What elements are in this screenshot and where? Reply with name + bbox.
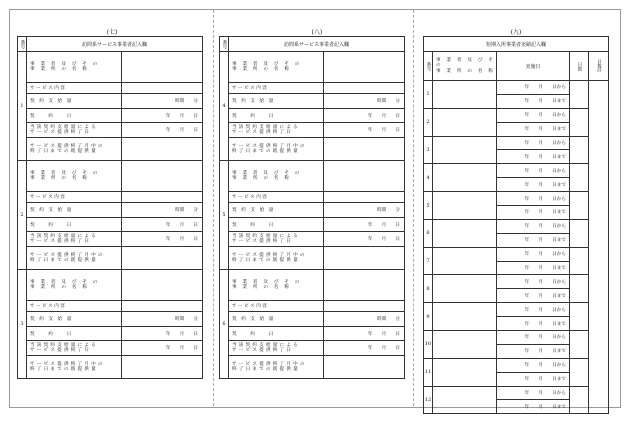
row-value-contract-date[interactable]: 年 月 日 <box>122 109 203 123</box>
table-row <box>18 232 203 247</box>
bango-header: 番号 <box>18 37 27 52</box>
provider-cell[interactable] <box>433 192 497 220</box>
date-cell[interactable]: 年 月 日から <box>497 358 570 372</box>
row-label-used-amount: サービス提供終了月中の 終了日までの既提供量 <box>229 247 324 270</box>
row-label-end-date: 当該契約支給量による サービス提供終了日 <box>27 232 122 247</box>
row-label-contract-date: 契 約 日 <box>229 218 324 232</box>
row-value-contract-date[interactable]: 年 月 日 <box>324 327 405 341</box>
table-row <box>18 109 203 123</box>
table-row <box>220 341 405 356</box>
row-number: 1 <box>424 81 433 109</box>
row-value-used-amount[interactable] <box>122 138 203 161</box>
days-cell[interactable] <box>570 386 589 414</box>
table-row <box>18 247 203 270</box>
row-value-end-date[interactable]: 年 月 日 <box>122 341 203 356</box>
provider-cell[interactable] <box>433 136 497 164</box>
row-label-used-amount: サービス提供終了月中の 終了日までの既提供量 <box>27 247 122 270</box>
row-label-contract-amount: 契 約 支 給 量 <box>229 312 324 327</box>
table-row <box>18 52 203 83</box>
row-value-provider-name[interactable] <box>122 52 203 83</box>
row-value-end-date[interactable]: 年 月 日 <box>122 123 203 138</box>
total-cell[interactable] <box>589 81 609 414</box>
table-row <box>18 270 203 301</box>
table-row <box>220 123 405 138</box>
table-row <box>220 218 405 232</box>
row-value-provider-name[interactable] <box>122 161 203 192</box>
row-label-service-content: サ ー ビ ス 内 容 <box>27 192 122 203</box>
row-label-used-amount: サービス提供終了月中の 終了日までの既提供量 <box>27 356 122 379</box>
row-label-provider-name: 事 業 者 及 び そ の 事 業 所 の 名 称 <box>27 161 122 192</box>
days-cell[interactable] <box>570 81 589 109</box>
table-row <box>220 203 405 218</box>
table-row <box>220 83 405 94</box>
row-number: 8 <box>424 275 433 303</box>
row-value-provider-name[interactable] <box>324 270 405 301</box>
date-cell[interactable]: 年 月 日から <box>497 81 570 95</box>
row-label-contract-date: 契 約 日 <box>27 218 122 232</box>
table-row <box>18 123 203 138</box>
date-cell[interactable]: 年 月 日から <box>497 303 570 317</box>
row-value-contract-date[interactable]: 年 月 日 <box>122 327 203 341</box>
row-value-provider-name[interactable] <box>324 52 405 83</box>
row-label-end-date: 当該契約支給量による サービス提供終了日 <box>229 123 324 138</box>
block-number: 1 <box>18 52 27 161</box>
row-number: 2 <box>424 108 433 136</box>
row-label-provider-name: 事 業 者 及 び そ の 事 業 所 の 名 称 <box>27 52 122 83</box>
days-cell[interactable] <box>570 136 589 164</box>
provider-cell[interactable] <box>433 219 497 247</box>
table-row <box>424 192 609 206</box>
days-cell[interactable] <box>570 247 589 275</box>
table-row <box>424 108 609 122</box>
date-cell[interactable]: 年 月 日から <box>497 386 570 400</box>
section-title: 訪問系サービス事業者記入欄 <box>27 37 203 52</box>
bango-header: 番号 <box>424 52 433 81</box>
table-row <box>18 341 203 356</box>
days-cell[interactable] <box>570 192 589 220</box>
table-row <box>424 164 609 178</box>
date-cell[interactable]: 年 月 日から <box>497 108 570 122</box>
date-cell[interactable]: 年 月 日から <box>497 192 570 206</box>
days-cell[interactable] <box>570 108 589 136</box>
row-number: 3 <box>424 136 433 164</box>
date-cell[interactable]: 年 月 日まで <box>497 178 570 192</box>
row-value-end-date[interactable]: 年 月 日 <box>122 232 203 247</box>
date-cell[interactable]: 年 月 日まで <box>497 289 570 303</box>
row-value-contract-date[interactable]: 年 月 日 <box>324 109 405 123</box>
row-value-end-date[interactable]: 年 月 日 <box>324 232 405 247</box>
row-value-used-amount[interactable] <box>324 138 405 161</box>
row-value-provider-name[interactable] <box>324 161 405 192</box>
row-label-contract-amount: 契 約 支 給 量 <box>229 94 324 109</box>
table-row <box>220 232 405 247</box>
section-title: 訪問系サービス事業者記入欄 <box>229 37 405 52</box>
provider-cell[interactable] <box>433 81 497 109</box>
fold-line <box>413 10 414 406</box>
row-label-contract-amount: 契 約 支 給 量 <box>27 312 122 327</box>
row-label-contract-date: 契 約 日 <box>229 327 324 341</box>
date-cell[interactable]: 年 月 日まで <box>497 233 570 247</box>
date-cell[interactable]: 年 月 日まで <box>497 372 570 386</box>
table-row <box>220 52 405 83</box>
days-cell[interactable] <box>570 275 589 303</box>
row-value-contract-amount[interactable]: 時間 分 <box>122 312 203 327</box>
table-row <box>424 136 609 150</box>
table-row <box>18 138 203 161</box>
row-value-contract-date[interactable]: 年 月 日 <box>324 218 405 232</box>
table-row <box>220 301 405 312</box>
row-label-contract-amount: 契 約 支 給 量 <box>27 94 122 109</box>
table-row <box>18 356 203 379</box>
row-value-used-amount[interactable] <box>122 247 203 270</box>
row-number: 6 <box>424 219 433 247</box>
table-row <box>424 275 609 289</box>
table-row <box>220 161 405 192</box>
table-row <box>424 247 609 261</box>
row-label-provider-name: 事 業 者 及 び そ の 事 業 所 の 名 称 <box>229 52 324 83</box>
block-number: 3 <box>18 270 27 379</box>
table-row <box>18 83 203 94</box>
table-row <box>220 270 405 301</box>
row-label-contract-date: 契 約 日 <box>27 109 122 123</box>
row-number: 4 <box>424 164 433 192</box>
row-value-contract-amount[interactable]: 時間 分 <box>324 312 405 327</box>
date-cell[interactable]: 年 月 日から <box>497 275 570 289</box>
table-row <box>18 327 203 341</box>
provider-cell[interactable] <box>433 164 497 192</box>
row-number: 5 <box>424 192 433 220</box>
table-row <box>18 218 203 232</box>
provider-cell[interactable] <box>433 331 497 359</box>
table-row <box>424 81 609 95</box>
row-label-service-content: サ ー ビ ス 内 容 <box>229 192 324 203</box>
table-row <box>424 331 609 345</box>
row-value-used-amount[interactable] <box>324 247 405 270</box>
row-label-end-date: 当該契約支給量による サービス提供終了日 <box>27 123 122 138</box>
table-row <box>18 161 203 192</box>
row-value-contract-amount[interactable]: 時間 分 <box>122 203 203 218</box>
section-number-9: (九) <box>510 29 522 36</box>
block-number: 4 <box>220 52 229 161</box>
table-row <box>18 312 203 327</box>
table-row <box>220 94 405 109</box>
date-cell[interactable]: 年 月 日から <box>497 247 570 261</box>
short-stay-table <box>423 36 609 414</box>
days-cell[interactable] <box>570 331 589 359</box>
table-row <box>220 109 405 123</box>
row-label-service-content: サ ー ビ ス 内 容 <box>27 83 122 94</box>
date-cell[interactable]: 年 月 日まで <box>497 400 570 414</box>
row-value-service-content[interactable] <box>324 192 405 203</box>
days-cell[interactable] <box>570 303 589 331</box>
date-cell[interactable]: 年 月 日から <box>497 136 570 150</box>
row-label-used-amount: サービス提供終了月中の 終了日までの既提供量 <box>27 138 122 161</box>
row-number: 11 <box>424 358 433 386</box>
row-label-used-amount: サービス提供終了月中の 終了日までの既提供量 <box>229 138 324 161</box>
row-number: 12 <box>424 386 433 414</box>
section-number-8: (八) <box>311 29 323 36</box>
row-value-service-content[interactable] <box>122 301 203 312</box>
row-value-provider-name[interactable] <box>122 270 203 301</box>
table-row <box>220 327 405 341</box>
table-row <box>424 303 609 317</box>
row-label-provider-name: 事 業 者 及 び そ の 事 業 所 の 名 称 <box>229 161 324 192</box>
provider-cell[interactable] <box>433 303 497 331</box>
table-row <box>220 192 405 203</box>
block-number: 2 <box>18 161 27 270</box>
row-label-end-date: 当該契約支給量による サービス提供終了日 <box>229 341 324 356</box>
row-number: 7 <box>424 247 433 275</box>
row-label-contract-date: 契 約 日 <box>229 109 324 123</box>
dates-header: 実施日 <box>497 52 570 81</box>
row-label-used-amount: サービス提供終了月中の 終了日までの既提供量 <box>229 356 324 379</box>
provider-cell[interactable] <box>433 247 497 275</box>
row-value-service-content[interactable] <box>324 83 405 94</box>
days-cell[interactable] <box>570 358 589 386</box>
date-cell[interactable]: 年 月 日まで <box>497 261 570 275</box>
provider-cell[interactable] <box>433 386 497 414</box>
provider-cell[interactable] <box>433 358 497 386</box>
bango-header: 番号 <box>220 37 229 52</box>
row-value-contract-amount[interactable]: 時間 分 <box>324 203 405 218</box>
table-row <box>424 358 609 372</box>
row-value-service-content[interactable] <box>122 192 203 203</box>
row-value-end-date[interactable]: 年 月 日 <box>324 341 405 356</box>
date-cell[interactable]: 年 月 日まで <box>497 150 570 164</box>
row-value-used-amount[interactable] <box>122 356 203 379</box>
row-label-end-date: 当該契約支給量による サービス提供終了日 <box>27 341 122 356</box>
section-number-7: (七) <box>106 29 118 36</box>
row-label-service-content: サ ー ビ ス 内 容 <box>229 301 324 312</box>
table-row <box>18 94 203 109</box>
row-value-service-content[interactable] <box>324 301 405 312</box>
row-label-contract-date: 契 約 日 <box>27 327 122 341</box>
row-value-contract-amount[interactable]: 時間 分 <box>324 94 405 109</box>
table-row <box>424 386 609 400</box>
table-row <box>18 203 203 218</box>
row-value-end-date[interactable]: 年 月 日 <box>324 123 405 138</box>
row-number: 9 <box>424 303 433 331</box>
row-value-service-content[interactable] <box>122 83 203 94</box>
block-number: 6 <box>220 270 229 379</box>
table-row <box>220 356 405 379</box>
table-row <box>18 192 203 203</box>
total-header: 日数計 <box>589 52 609 81</box>
date-cell[interactable]: 年 月 日まで <box>497 344 570 358</box>
table-row <box>220 312 405 327</box>
row-label-provider-name: 事 業 者 及 び そ の 事 業 所 の 名 称 <box>27 270 122 301</box>
row-label-contract-amount: 契 約 支 給 量 <box>229 203 324 218</box>
section-title: 短期入所事業者実績記入欄 <box>424 37 609 52</box>
provider-cell[interactable] <box>433 108 497 136</box>
row-label-service-content: サ ー ビ ス 内 容 <box>229 83 324 94</box>
provider-table-7 <box>17 36 203 379</box>
date-cell[interactable]: 年 月 日まで <box>497 206 570 220</box>
date-cell[interactable]: 年 月 日から <box>497 164 570 178</box>
row-value-contract-amount[interactable]: 時間 分 <box>122 94 203 109</box>
date-cell[interactable]: 年 月 日まで <box>497 317 570 331</box>
row-label-provider-name: 事 業 者 及 び そ の 事 業 所 の 名 称 <box>229 270 324 301</box>
days-cell[interactable] <box>570 219 589 247</box>
date-cell[interactable]: 年 月 日まで <box>497 94 570 108</box>
date-cell[interactable]: 年 月 日から <box>497 219 570 233</box>
fold-line <box>213 10 214 406</box>
row-label-contract-amount: 契 約 支 給 量 <box>27 203 122 218</box>
row-number: 10 <box>424 331 433 359</box>
table-row <box>424 219 609 233</box>
row-value-used-amount[interactable] <box>324 356 405 379</box>
table-row <box>220 138 405 161</box>
provider-table-8 <box>219 36 405 379</box>
row-label-end-date: 当該契約支給量による サービス提供終了日 <box>229 232 324 247</box>
provider-cell[interactable] <box>433 275 497 303</box>
days-header: 日数 <box>570 52 589 81</box>
row-label-service-content: サ ー ビ ス 内 容 <box>27 301 122 312</box>
days-cell[interactable] <box>570 164 589 192</box>
row-value-contract-date[interactable]: 年 月 日 <box>122 218 203 232</box>
provider-header: 事 業 者 及 び そ の 事 業 所 の 名 称 <box>433 52 497 81</box>
table-row <box>220 247 405 270</box>
date-cell[interactable]: 年 月 日から <box>497 331 570 345</box>
block-number: 5 <box>220 161 229 270</box>
date-cell[interactable]: 年 月 日まで <box>497 122 570 136</box>
table-row <box>18 301 203 312</box>
